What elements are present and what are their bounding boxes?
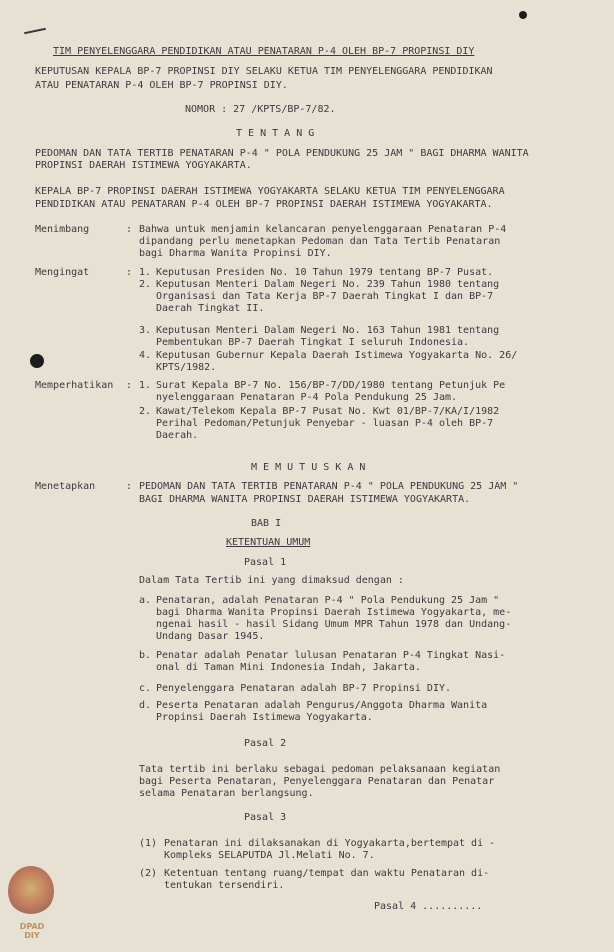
archive-stamp-icon (8, 866, 54, 916)
definition-line: Penyelenggara Penataran adalah BP-7 Propinsi DIY. (156, 683, 452, 694)
mengingat-number: 3. (139, 325, 152, 336)
article-1-title: Pasal 1 (244, 557, 287, 568)
header-line3: ATAU PENATARAN P-4 OLEH BP-7 PROPINSI DIY. (35, 80, 288, 91)
menimbang-line: bagi Dharma Wanita Propinsi DIY. (139, 248, 332, 259)
menimbang-line: dipandang perlu menetapkan Pedoman dan Tata Tertib Penataran (139, 236, 501, 247)
menetapkan-line: PEDOMAN DAN TATA TERTIB PENATARAN P-4 " POLA PENDUKUNG 25 JAM " (139, 481, 519, 492)
definition-letter: c. (139, 683, 152, 694)
definition-line: Undang Dasar 1945. (156, 631, 265, 642)
article-3-line: Kompleks SELAPUTDA Jl.Melati No. 7. (164, 850, 375, 861)
pen-mark (24, 28, 46, 35)
menimbang-label: Menimbang (35, 224, 90, 235)
article-2-line: Tata tertib ini berlaku sebagai pedoman pelaksanaan kegiatan (139, 764, 501, 775)
decree-title-line2: PROPINSI DAERAH ISTIMEWA YOGYAKARTA. (35, 160, 252, 171)
definition-line: onal di Taman Mini Indonesia Indah, Jakarta. (156, 662, 421, 673)
mengingat-number: 2. (139, 279, 152, 290)
mengingat-line: Daerah Tingkat II. (156, 303, 265, 314)
definition-line: Peserta Penataran adalah Pengurus/Anggota Dharma Wanita (156, 700, 488, 711)
decree-number: NOMOR : 27 /KPTS/BP-7/82. (185, 104, 336, 115)
menimbang-line: Bahwa untuk menjamin kelancaran penyelenggaraan Penataran P-4 (139, 224, 507, 235)
definition-letter: d. (139, 700, 152, 711)
mengingat-number: 1. (139, 267, 152, 278)
article-2-line: selama Penataran berlangsung. (139, 788, 314, 799)
mengingat-line: Pembentukan BP-7 Daerah Tingkat I seluruh Indonesia. (156, 337, 470, 348)
archive-stamp-line2: DIY (24, 931, 40, 940)
mengingat-line: Keputusan Menteri Dalam Negeri No. 239 Tahun 1980 tentang (156, 279, 500, 290)
chapter-title: BAB I (251, 518, 282, 529)
punch-hole (519, 11, 527, 19)
mengingat-number: 4. (139, 350, 152, 361)
authority-line2: PENDIDIKAN ATAU PENATARAN P-4 OLEH BP-7 PROPINSI DAERAH ISTIMEWA YOGYAKARTA. (35, 199, 493, 210)
definition-line: Penataran, adalah Penataran P-4 " Pola Pendukung 25 Jam " (156, 595, 500, 606)
mengingat-line: KPTS/1982. (156, 362, 217, 373)
article-3-title: Pasal 3 (244, 812, 287, 823)
menetapkan-line: BAGI DHARMA WANITA PROPINSI DAERAH ISTIMEWA YOGYAKARTA. (139, 494, 471, 505)
memperhatikan-colon: : (126, 380, 133, 391)
mengingat-colon: : (126, 267, 133, 278)
memperhatikan-line: Perihal Pedoman/Petunjuk Penyebar - luasan P-4 oleh BP-7 (156, 418, 494, 429)
header-line2: KEPUTUSAN KEPALA BP-7 PROPINSI DIY SELAKU KETUA TIM PENYELENGGARA PENDIDIKAN (35, 66, 493, 77)
memperhatikan-line: Daerah. (156, 430, 199, 441)
mengingat-line: Keputusan Menteri Dalam Negeri No. 163 Tahun 1981 tentang (156, 325, 500, 336)
memperhatikan-line: Surat Kepala BP-7 No. 156/BP-7/DD/1980 tentang Petunjuk Pe (156, 380, 506, 391)
memperhatikan-number: 2. (139, 406, 152, 417)
mengingat-line: Organisasi dan Tata Kerja BP-7 Daerah Tingkat I dan BP-7 (156, 291, 494, 302)
definition-letter: a. (139, 595, 152, 606)
article-2-line: bagi Peserta Penataran, Penyelenggara Penataran dan Penatar (139, 776, 495, 787)
memperhatikan-number: 1. (139, 380, 152, 391)
memperhatikan-label: Memperhatikan (35, 380, 114, 391)
article-3-number: (1) (139, 838, 158, 849)
article-1-intro: Dalam Tata Tertib ini yang dimaksud dengan : (139, 575, 404, 586)
definition-letter: b. (139, 650, 152, 661)
article-3-line: Penataran ini dilaksanakan di Yogyakarta,bertempat di - (164, 838, 496, 849)
menetapkan-colon: : (126, 481, 133, 492)
definition-line: bagi Dharma Wanita Propinsi Daerah Istimewa Yogyakarta, me- (156, 607, 512, 618)
header-line1: TIM PENYELENGGARA PENDIDIKAN ATAU PENATARAN P-4 OLEH BP-7 PROPINSI DIY (53, 46, 475, 57)
article-3-number: (2) (139, 868, 158, 879)
definition-line: Propinsi Daerah Istimewa Yogyakarta. (156, 712, 373, 723)
archive-stamp-line1: DPAD (19, 922, 45, 931)
decree-title-line1: PEDOMAN DAN TATA TERTIB PENATARAN P-4 " POLA PENDUKUNG 25 JAM " BAGI DHARMA WANITA (35, 148, 529, 159)
archive-stamp-label (10, 922, 54, 940)
authority-line1: KEPALA BP-7 PROPINSI DAERAH ISTIMEWA YOGYAKARTA SELAKU KETUA TIM PENYELENGGARA (35, 186, 505, 197)
chapter-subtitle: KETENTUAN UMUM (226, 537, 311, 548)
memperhatikan-line: nyelenggaraan Penataran P-4 Pola Pendukung 25 Jam. (156, 392, 458, 403)
article-2-title: Pasal 2 (244, 738, 287, 749)
definition-line: ngenai hasil - hasil Sidang Umum MPR Tahun 1978 dan Undang- (156, 619, 512, 630)
mengingat-line: Keputusan Gubernur Kepala Daerah Istimewa Yogyakarta No. 26/ (156, 350, 518, 361)
menimbang-colon: : (126, 224, 133, 235)
memutuskan-heading: M E M U T U S K A N (251, 462, 366, 473)
tentang-heading: T E N T A N G (236, 128, 315, 139)
menetapkan-label: Menetapkan (35, 481, 96, 492)
article-3-line: Ketentuan tentang ruang/tempat dan waktu Penataran di- (164, 868, 490, 879)
memperhatikan-line: Kawat/Telekom Kepala BP-7 Pusat No. Kwt 01/BP-7/KA/I/1982 (156, 406, 500, 417)
mengingat-label: Mengingat (35, 267, 90, 278)
mengingat-line: Keputusan Presiden No. 10 Tahun 1979 tentang BP-7 Pusat. (156, 267, 494, 278)
next-page-continuation: Pasal 4 .......... (374, 901, 483, 912)
definition-line: Penatar adalah Penatar lulusan Penataran P-4 Tingkat Nasi- (156, 650, 506, 661)
punch-hole (30, 354, 44, 368)
article-3-line: tentukan tersendiri. (164, 880, 285, 891)
